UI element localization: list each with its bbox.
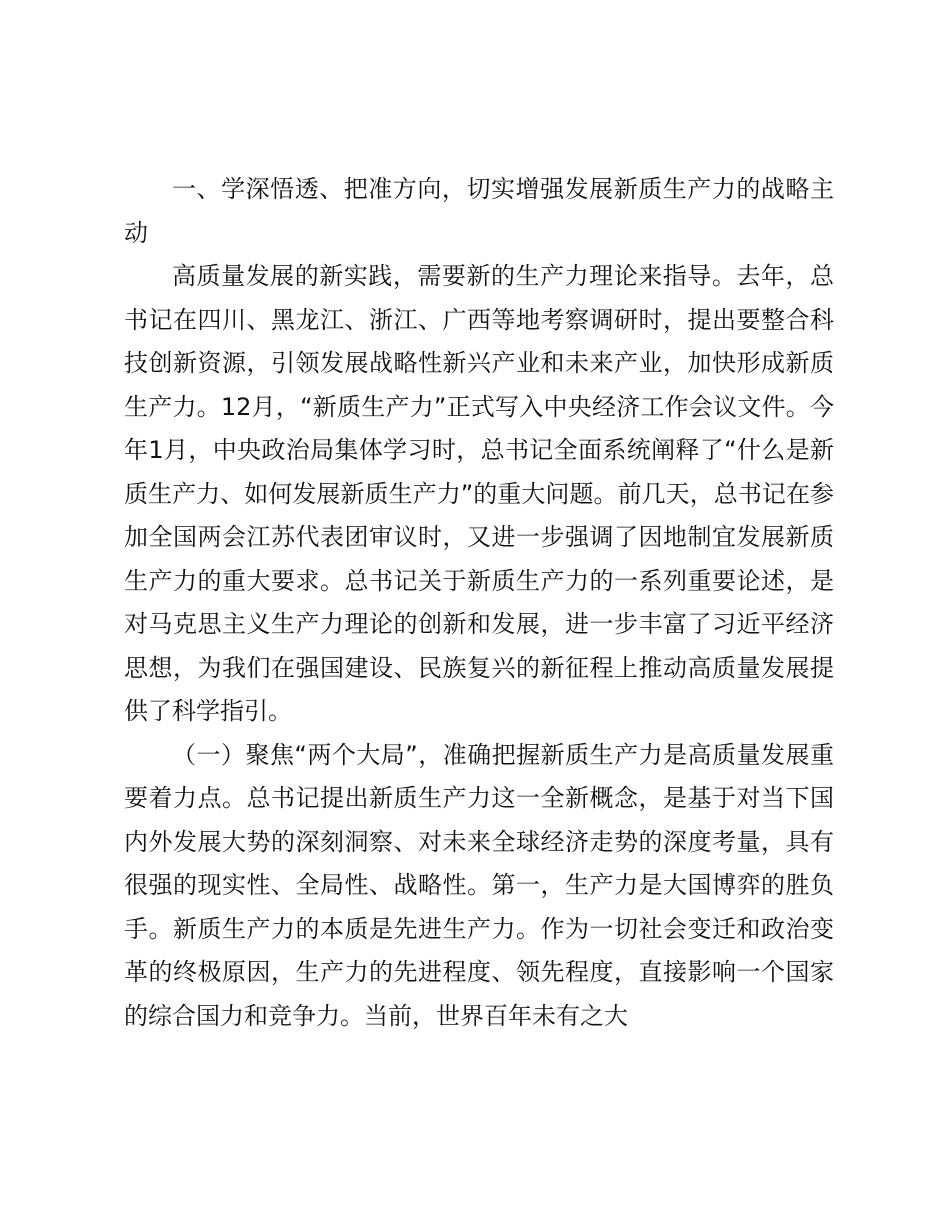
paragraph-1: 高质量发展的新实践，需要新的生产力理论来指导。去年，总书记在四川、黑龙江、浙江、广西等地考察调研时，提出要整合科技创新资源，引领发展战略性新兴产业和未来产业，加快形成新质生产力。12月，“新质生产力”正式写入中央经济工作会议文件。今年1月，中央政治局集体学习时，总书记全面系统阐释了“什么是新质生产力、如何发展新质生产力”的重大问题。前几天，总书记在参加全国两会江苏代表团审议时，又进一步强调了因地制宜发展新质生产力的重大要求。总书记关于新质生产力的一系列重要论述，是对马克思主义生产力理论的创新和发展，进一步丰富了习近平经济思想，为我们在强国建设、民族复兴的新征程上推动高质量发展提供了科学指引。 bbox=[124, 262, 834, 725]
paragraph-2: （一）聚焦“两个大局”，准确把握新质生产力是高质量发展重要着力点。总书记提出新质生产力这一全新概念，是基于对当下国内外发展大势的深刻洞察、对未来全球经济走势的深度考量，具有很强的现实性、全局性、战略性。第一，生产力是大国博弈的胜负手。新质生产力的本质是先进生产力。作为一切社会变迁和政治变革的终极原因，生产力的先进程度、领先程度，直接影响一个国家的综合国力和竞争力。当前，世界百年未有之大 bbox=[124, 740, 834, 1030]
document-body bbox=[124, 168, 834, 1038]
section-heading: 一、学深悟透、把准方向，切实增强发展新质生产力的战略主动 bbox=[124, 175, 834, 247]
